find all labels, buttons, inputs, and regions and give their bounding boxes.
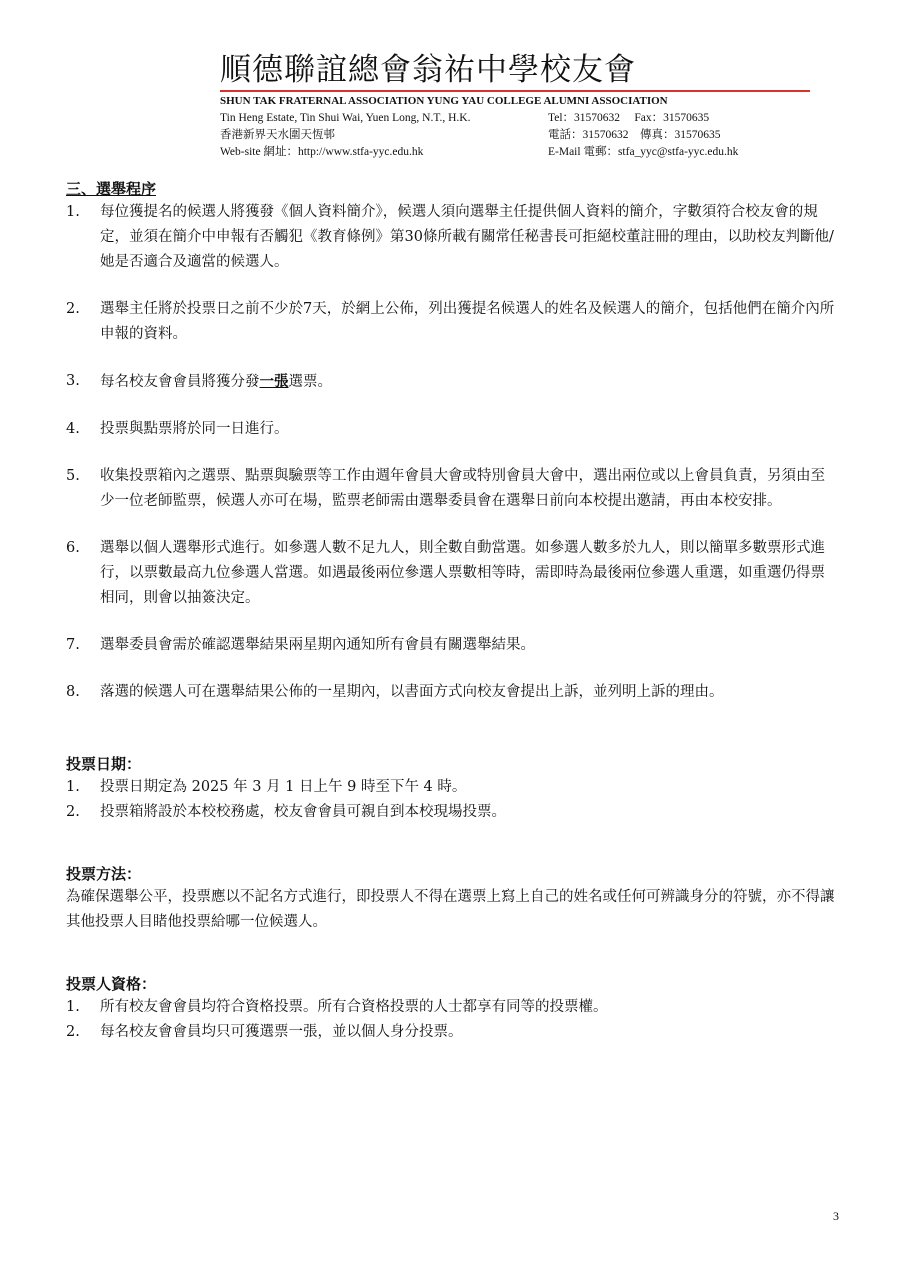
emphasis-one-ballot: 一張	[259, 373, 289, 390]
section-title-election-procedure: 三、選舉程序	[66, 180, 157, 198]
header-divider	[220, 90, 810, 92]
list-item	[66, 995, 836, 1020]
list-item	[66, 1020, 836, 1045]
list-item	[66, 680, 836, 705]
list-item	[66, 417, 836, 442]
item-number: 1.	[66, 999, 80, 1015]
item-text: 每名校友會會員將獲分發	[100, 374, 260, 390]
item-text: 收集投票箱內之選票、點票與驗票等工作由週年會員大會或特別會員大會中，選出兩位或以上會員負責，另須由至少一位老師監票，候選人亦可在場，監票老師需由選舉委員會在選舉日前向本校提出邀請，再由本校安排。	[100, 468, 825, 509]
section-title-voting-method: 投票方法：	[66, 865, 142, 883]
letterhead	[220, 52, 820, 158]
item-number: 2.	[66, 1024, 80, 1040]
section-title-voting-date: 投票日期：	[66, 755, 142, 773]
item-number: 2.	[66, 804, 80, 820]
item-number: 1.	[66, 779, 80, 795]
item-number: 8.	[66, 684, 80, 700]
list-item	[66, 775, 836, 800]
org-name-en: SHUN TAK FRATERNAL ASSOCIATION YUNG YAU COLLEGE ALUMNI ASSOCIATION	[220, 95, 668, 107]
tel-fax-en	[548, 110, 709, 127]
item-text: 投票與點票將於同一日進行。	[100, 421, 289, 437]
item-text: 所有校友會會員均符合資格投票。所有合資格投票的人士都享有同等的投票權。	[100, 999, 608, 1015]
item-number: 3.	[66, 373, 80, 389]
address-en: Tin Heng Estate, Tin Shui Wai, Yuen Long, N.T., H.K.	[220, 112, 471, 124]
list-item	[66, 464, 836, 514]
item-text: 選舉主任將於投票日之前不少於7天，於網上公佈，列出獲提名候選人的姓名及候選人的簡介，包括他們在簡介內所申報的資料。	[100, 301, 835, 342]
document-body	[66, 178, 836, 1045]
list-item	[66, 297, 836, 347]
voting-method-text: 為確保選舉公平，投票應以不記名方式進行，即投票人不得在選票上寫上自己的姓名或任何可辨識身分的符號，亦不得讓其他投票人目睹他投票給哪一位候選人。	[66, 889, 835, 930]
item-number: 7.	[66, 637, 80, 653]
item-number: 4.	[66, 421, 80, 437]
item-number: 5.	[66, 468, 80, 484]
contact-info	[220, 110, 810, 161]
address-zh: 香港新界天水圍天恆邨	[220, 129, 335, 141]
item-text: 選舉委員會需於確認選舉結果兩星期內通知所有會員有關選舉結果。	[100, 637, 535, 653]
phone-zh: 電話：31570632 傳真：31570635	[548, 129, 721, 141]
email[interactable]: E-Mail 電郵：stfa_yyc@stfa-yyc.edu.hk	[548, 146, 739, 158]
item-text: 選舉以個人選舉形式進行。如參選人數不足九人，則全數自動當選。如參選人數多於九人，則以簡單多數票形式進行，以票數最高九位參選人當選。如遇最後兩位參選人票數相等時，需即時為最後兩位參選人重選，如重選仍得票相同，則會以抽簽決定。	[100, 540, 825, 606]
org-name-zh: 順德聯誼總會翁祐中學校友會	[220, 52, 636, 88]
list-item	[66, 800, 836, 825]
election-procedure-list	[66, 200, 836, 705]
page-number: 3	[833, 1209, 839, 1223]
tel-en: Tel：31570632	[548, 112, 621, 124]
list-item	[66, 369, 836, 395]
item-number: 2.	[66, 301, 80, 317]
list-item	[66, 536, 836, 611]
item-number: 1.	[66, 204, 80, 220]
voter-eligibility-list	[66, 995, 836, 1045]
fax-en: Fax：31570635	[634, 112, 710, 124]
section-title-voter-eligibility: 投票人資格：	[66, 975, 157, 993]
item-text: 投票日期定為 2025 年 3 月 1 日上午 9 時至下午 4 時。	[100, 779, 467, 795]
list-item	[66, 200, 836, 275]
item-number: 6.	[66, 540, 80, 556]
voting-date-list	[66, 775, 836, 825]
website[interactable]: Web-site 網址：http://www.stfa-yyc.edu.hk	[220, 146, 424, 158]
item-text: 落選的候選人可在選舉結果公佈的一星期內，以書面方式向校友會提出上訴，並列明上訴的理由。	[100, 684, 724, 700]
item-text: 選票。	[288, 374, 332, 390]
item-text: 投票箱將設於本校校務處，校友會會員可親自到本校現場投票。	[100, 804, 506, 820]
item-text: 每名校友會會員均只可獲選票一張，並以個人身分投票。	[100, 1024, 463, 1040]
list-item	[66, 633, 836, 658]
item-text: 每位獲提名的候選人將獲發《個人資料簡介》，候選人須向選舉主任提供個人資料的簡介，字數須符合校友會的規定，並須在簡介中申報有否觸犯《教育條例》第30條所載有關常任秘書長可拒絕校董註冊的理由，以助校友判斷他/她是否適合及適當的候選人。	[100, 204, 834, 270]
